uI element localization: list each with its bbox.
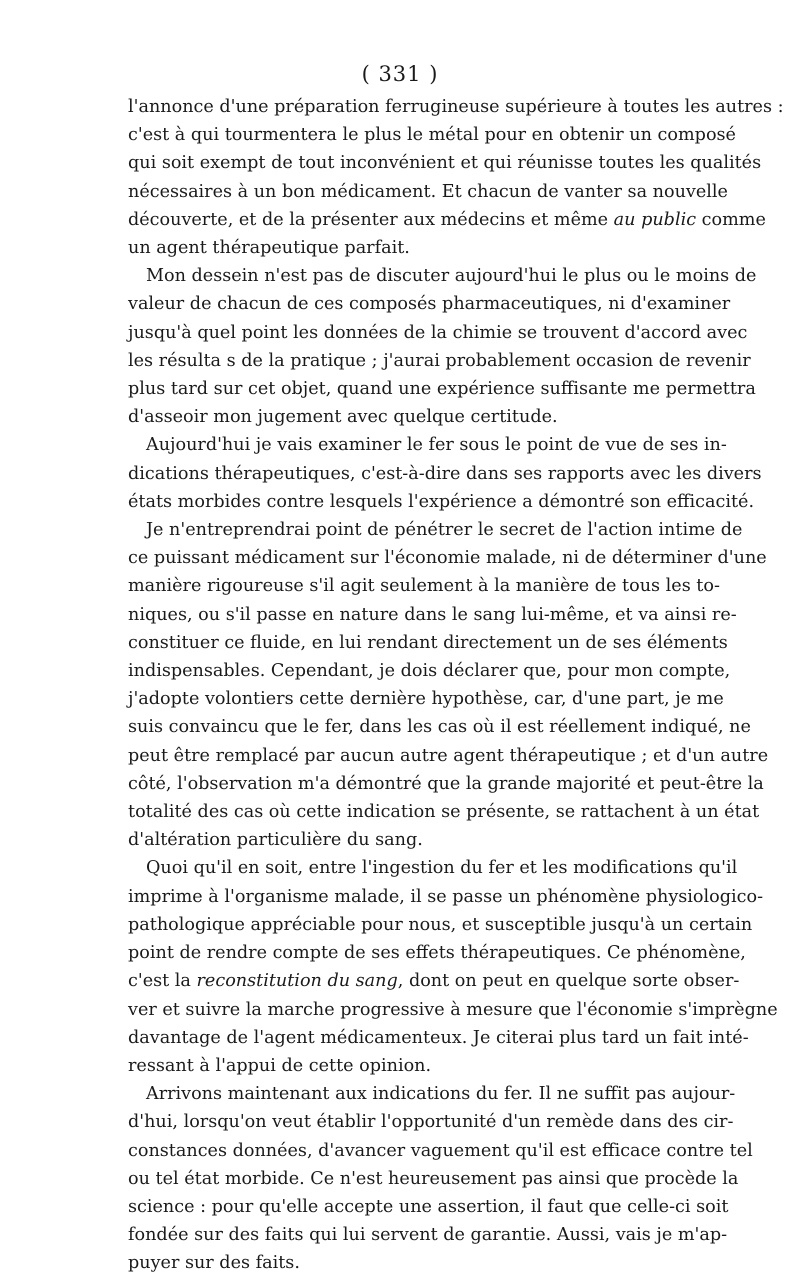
text-line: puyer sur des faits. <box>128 1253 300 1274</box>
paragraph-4 <box>128 516 769 854</box>
text-line: Arrivons maintenant aux indications du fer. Il ne suffit pas aujour- <box>146 1084 736 1105</box>
text-line: l'annonce d'une préparation ferrugineuse supérieure à toutes les autres : <box>128 97 784 117</box>
text-line: indispensables. Cependant, je dois déclarer que, pour mon compte, <box>128 661 731 682</box>
text-line: fondée sur des faits qui lui servent de garantie. Aussi, vais je m'ap- <box>128 1225 728 1246</box>
paragraph-5 <box>128 854 778 1080</box>
text-line: côté, l'observation m'a démontré que la grande majorité et peut-être la <box>128 773 764 794</box>
text-line: découverte, et de la présenter aux médecins et même au public comme <box>128 209 766 230</box>
text-line: d'asseoir mon jugement avec quelque certitude. <box>128 407 558 428</box>
text-line: dications thérapeutiques, c'est-à-dire dans ses rapports avec les divers <box>128 463 762 484</box>
paragraph-6 <box>128 1080 753 1277</box>
paragraph-3 <box>128 431 762 516</box>
paragraph-1 <box>128 93 784 262</box>
text-line: c'est à qui tourmentera le plus le métal pour en obtenir un composé <box>128 125 736 146</box>
paragraph-2 <box>128 262 757 431</box>
text-line: c'est la reconstitution du sang, dont on peut en quelque sorte obser- <box>128 971 740 992</box>
text-line: états morbides contre lesquels l'expérience a démontré son efficacité. <box>128 491 755 512</box>
text-line: Je n'entreprendrai point de pénétrer le secret de l'action intime de <box>146 520 743 541</box>
text-line: niques, ou s'il passe en nature dans le sang lui-même, et va ainsi re- <box>128 604 737 625</box>
text-line: j'adopte volontiers cette dernière hypothèse, car, d'une part, je me <box>128 689 724 710</box>
text-line: qui soit exempt de tout inconvénient et qui réunisse toutes les qualités <box>128 153 762 174</box>
text-line: totalité des cas où cette indication se présente, se rattachent à un état <box>128 802 760 823</box>
text-line: Quoi qu'il en soit, entre l'ingestion du fer et les modifications qu'il <box>146 858 738 879</box>
text-line: les résulta s de la pratique ; j'aurai probablement occasion de revenir <box>128 350 751 371</box>
text-line: suis convaincu que le fer, dans les cas où il est réellement indiqué, ne <box>128 717 751 738</box>
emphasis-text: reconstitution du sang <box>196 971 398 992</box>
body-text <box>128 93 784 1278</box>
text-line: un agent thérapeutique parfait. <box>128 238 410 259</box>
text-line: Mon dessein n'est pas de discuter aujourd'hui le plus ou le moins de <box>146 266 757 287</box>
text-line: peut être remplacé par aucun autre agent thérapeutique ; et d'un autre <box>128 745 769 766</box>
text-line: nécessaires à un bon médicament. Et chacun de vanter sa nouvelle <box>128 181 728 202</box>
text-line: manière rigoureuse s'il agit seulement à la manière de tous les to- <box>128 576 720 597</box>
text-line: d'hui, lorsqu'on veut établir l'opportunité d'un remède dans des cir- <box>128 1112 734 1133</box>
text-line: ce puissant médicament sur l'économie malade, ni de déterminer d'une <box>128 548 767 569</box>
text-line: plus tard sur cet objet, quand une expérience suffisante me permettra <box>128 379 756 400</box>
text-line: davantage de l'agent médicamenteux. Je citerai plus tard un fait inté- <box>128 1027 749 1048</box>
text-line: valeur de chacun de ces composés pharmaceutiques, ni d'examiner <box>128 294 731 315</box>
text-line: ressant à l'appui de cette opinion. <box>128 1055 432 1076</box>
text-line: imprime à l'organisme malade, il se passe un phénomène physiologico- <box>128 886 764 907</box>
text-line: ou tel état morbide. Ce n'est heureusement pas ainsi que procède la <box>128 1168 739 1189</box>
text-line: ver et suivre la marche progressive à mesure que l'économie s'imprègne <box>128 999 778 1020</box>
text-line: constances données, d'avancer vaguement qu'il est efficace contre tel <box>128 1140 753 1161</box>
text-line: Aujourd'hui je vais examiner le fer sous le point de vue de ses in- <box>146 435 727 456</box>
text-line: point de rendre compte de ses effets thérapeutiques. Ce phénomène, <box>128 943 746 964</box>
text-line: pathologique appréciable pour nous, et susceptible jusqu'à un certain <box>128 914 753 935</box>
emphasis-text: au public <box>613 209 697 230</box>
text-line: constituer ce fluide, en lui rendant directement un de ses éléments <box>128 632 728 653</box>
text-line: d'altération particulière du sang. <box>128 830 423 851</box>
text-line: jusqu'à quel point les données de la chimie se trouvent d'accord avec <box>128 322 748 343</box>
text-line: science : pour qu'elle accepte une assertion, il faut que celle-ci soit <box>128 1196 729 1217</box>
page-number: ( 331 ) <box>361 62 439 86</box>
